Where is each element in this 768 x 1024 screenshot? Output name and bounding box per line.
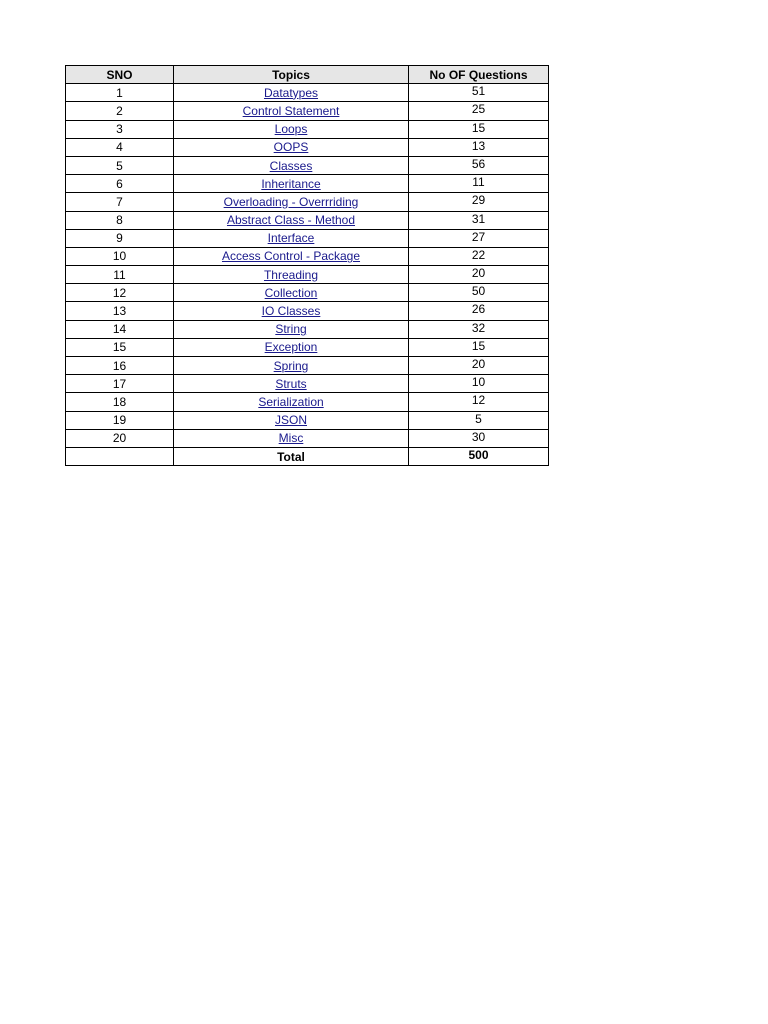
sno-cell: 1: [66, 84, 174, 102]
topic-link-datatypes[interactable]: Datatypes: [263, 85, 319, 100]
count-cell: 50: [409, 284, 549, 302]
count-cell: 15: [409, 338, 549, 356]
topic-cell: [174, 357, 409, 375]
table-row: [66, 429, 549, 447]
topic-cell: [174, 120, 409, 138]
topic-link-overloading-overriding[interactable]: Overloading - Overrriding: [223, 194, 359, 209]
topic-cell: [174, 302, 409, 320]
questions-table-container: [65, 65, 548, 466]
table-row: [66, 84, 549, 102]
sno-cell: 15: [66, 338, 174, 356]
topic-link-access-control-package[interactable]: Access Control - Package: [221, 249, 361, 264]
count-cell: 25: [409, 102, 549, 120]
topic-link-collection[interactable]: Collection: [264, 285, 318, 300]
sno-cell: 18: [66, 393, 174, 411]
header-topics: Topics: [174, 66, 409, 84]
sno-cell: 12: [66, 284, 174, 302]
total-row: [66, 447, 549, 465]
topic-cell: [174, 429, 409, 447]
topic-link-inheritance[interactable]: Inheritance: [261, 176, 321, 191]
sno-cell: 8: [66, 211, 174, 229]
topic-cell: [174, 266, 409, 284]
count-cell: 13: [409, 138, 549, 156]
count-cell: 32: [409, 320, 549, 338]
topic-cell: [174, 338, 409, 356]
sno-cell: 19: [66, 411, 174, 429]
topic-cell: [174, 102, 409, 120]
topic-link-misc[interactable]: Misc: [278, 431, 304, 446]
table-row: [66, 338, 549, 356]
topic-link-classes[interactable]: Classes: [269, 158, 313, 173]
count-cell: 20: [409, 357, 549, 375]
sno-cell: 5: [66, 156, 174, 174]
topic-cell: [174, 138, 409, 156]
count-cell: 29: [409, 193, 549, 211]
sno-cell: 16: [66, 357, 174, 375]
table-row: [66, 411, 549, 429]
count-cell: 12: [409, 393, 549, 411]
topic-link-struts[interactable]: Struts: [275, 376, 307, 391]
table-row: [66, 393, 549, 411]
topic-cell: [174, 84, 409, 102]
topic-link-io-classes[interactable]: IO Classes: [261, 304, 321, 319]
topic-cell: [174, 229, 409, 247]
sno-cell: 10: [66, 247, 174, 265]
topic-link-threading[interactable]: Threading: [263, 267, 319, 282]
count-cell: 15: [409, 120, 549, 138]
table-row: [66, 229, 549, 247]
topic-cell: [174, 320, 409, 338]
sno-cell: 11: [66, 266, 174, 284]
count-cell: 26: [409, 302, 549, 320]
topic-cell: [174, 247, 409, 265]
topic-cell: [174, 284, 409, 302]
topic-cell: [174, 411, 409, 429]
table-row: [66, 247, 549, 265]
count-cell: 31: [409, 211, 549, 229]
total-count: 500: [409, 447, 549, 465]
sno-cell: 17: [66, 375, 174, 393]
topic-link-spring[interactable]: Spring: [273, 358, 309, 373]
table-row: [66, 284, 549, 302]
topic-link-interface[interactable]: Interface: [267, 231, 315, 246]
sno-cell: 7: [66, 193, 174, 211]
topic-cell: [174, 375, 409, 393]
count-cell: 27: [409, 229, 549, 247]
table-row: [66, 320, 549, 338]
table-row: [66, 266, 549, 284]
header-question-count: No OF Questions: [409, 66, 549, 84]
header-sno: SNO: [66, 66, 174, 84]
count-cell: 10: [409, 375, 549, 393]
table-row: [66, 375, 549, 393]
topic-cell: [174, 175, 409, 193]
sno-cell: 2: [66, 102, 174, 120]
count-cell: 11: [409, 175, 549, 193]
topic-link-abstract-class-method[interactable]: Abstract Class - Method: [226, 213, 356, 228]
topic-link-exception[interactable]: Exception: [264, 340, 318, 355]
count-cell: 5: [409, 411, 549, 429]
table-row: [66, 175, 549, 193]
topic-cell: [174, 156, 409, 174]
sno-cell: 6: [66, 175, 174, 193]
count-cell: 20: [409, 266, 549, 284]
table-row: [66, 357, 549, 375]
table-row: [66, 156, 549, 174]
count-cell: 51: [409, 84, 549, 102]
total-label: Total: [174, 447, 409, 465]
topic-cell: [174, 211, 409, 229]
topic-link-string[interactable]: String: [275, 322, 307, 337]
topic-link-oops[interactable]: OOPS: [273, 140, 309, 155]
sno-cell: 13: [66, 302, 174, 320]
count-cell: 56: [409, 156, 549, 174]
table-row: [66, 211, 549, 229]
questions-table: [65, 65, 549, 466]
count-cell: 22: [409, 247, 549, 265]
sno-cell: 9: [66, 229, 174, 247]
table-row: [66, 193, 549, 211]
table-row: [66, 120, 549, 138]
table-header-row: [66, 66, 549, 84]
topic-link-json[interactable]: JSON: [274, 413, 307, 428]
sno-cell: 4: [66, 138, 174, 156]
topic-link-loops[interactable]: Loops: [274, 122, 308, 137]
count-cell: 30: [409, 429, 549, 447]
table-row: [66, 102, 549, 120]
topic-link-control-statement[interactable]: Control Statement: [242, 103, 340, 118]
total-sno-cell: [66, 447, 174, 465]
sno-cell: 3: [66, 120, 174, 138]
sno-cell: 14: [66, 320, 174, 338]
table-row: [66, 138, 549, 156]
topic-cell: [174, 193, 409, 211]
sno-cell: 20: [66, 429, 174, 447]
table-row: [66, 302, 549, 320]
topic-cell: [174, 393, 409, 411]
topic-link-serialization[interactable]: Serialization: [258, 394, 324, 409]
